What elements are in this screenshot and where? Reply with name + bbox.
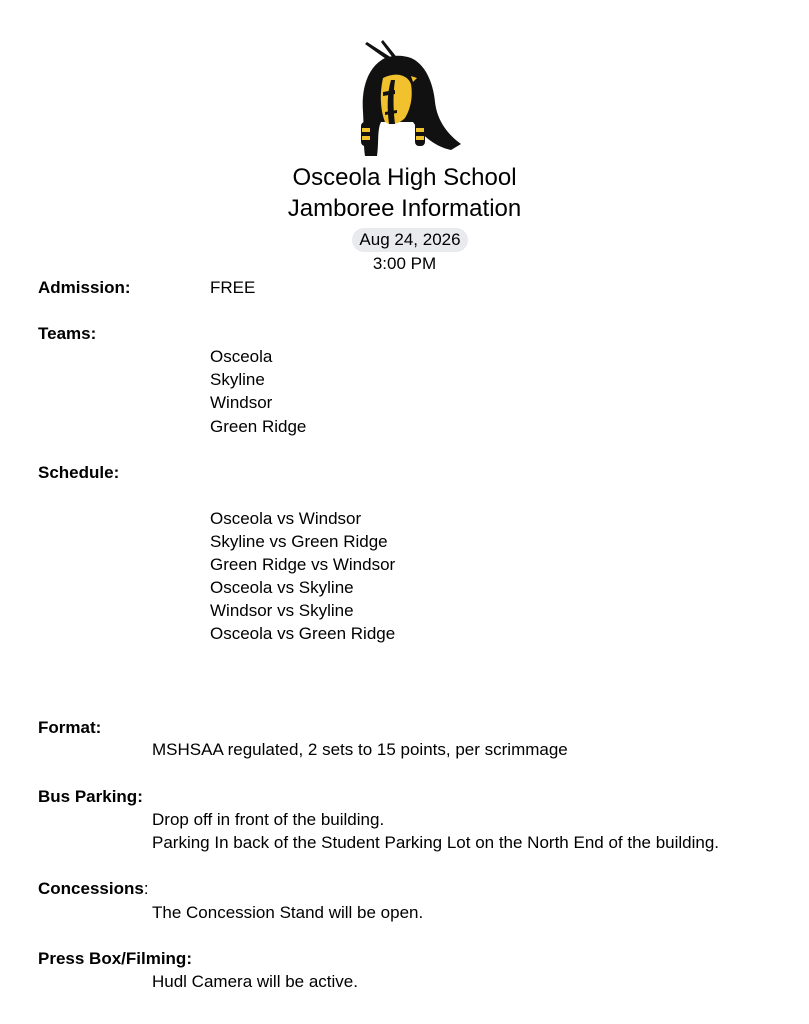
admission-label: Admission: — [38, 278, 131, 297]
format-label: Format: — [38, 718, 102, 737]
schedule-label: Schedule: — [38, 463, 120, 482]
schedule-item: Windsor vs Skyline — [210, 601, 354, 620]
team-item: Windsor — [210, 393, 273, 412]
concessions-value: The Concession Stand will be open. — [152, 903, 424, 922]
mascot-logo — [355, 38, 465, 162]
concessions-heading — [38, 879, 149, 899]
schedule-item: Green Ridge vs Windsor — [210, 555, 396, 574]
schedule-item: Skyline vs Green Ridge — [210, 532, 388, 551]
bus-parking-label: Bus Parking: — [38, 787, 143, 806]
bus-parking-line: Parking In back of the Student Parking Lot on the North End of the building. — [152, 833, 720, 852]
team-item: Osceola — [210, 347, 273, 366]
concessions-label: Concessions — [38, 879, 144, 898]
concessions-colon: : — [143, 879, 149, 898]
schedule-item: Osceola vs Windsor — [210, 509, 362, 528]
page-title: Osceola High School — [292, 164, 517, 191]
bus-parking-line: Drop off in front of the building. — [152, 810, 385, 829]
format-value: MSHSAA regulated, 2 sets to 15 points, per scrimmage — [152, 740, 568, 759]
page-subtitle: Jamboree Information — [287, 195, 522, 222]
schedule-item: Osceola vs Skyline — [210, 578, 354, 597]
schedule-item: Osceola vs Green Ridge — [210, 624, 396, 643]
team-item: Green Ridge — [210, 417, 307, 436]
event-time: 3:00 PM — [372, 254, 437, 273]
teams-label: Teams: — [38, 324, 97, 343]
team-item: Skyline — [210, 370, 265, 389]
admission-value: FREE — [210, 278, 256, 297]
press-box-value: Hudl Camera will be active. — [152, 972, 358, 991]
press-box-label: Press Box/Filming: — [38, 949, 192, 968]
date-chip[interactable]: Aug 24, 2026 — [352, 228, 468, 252]
